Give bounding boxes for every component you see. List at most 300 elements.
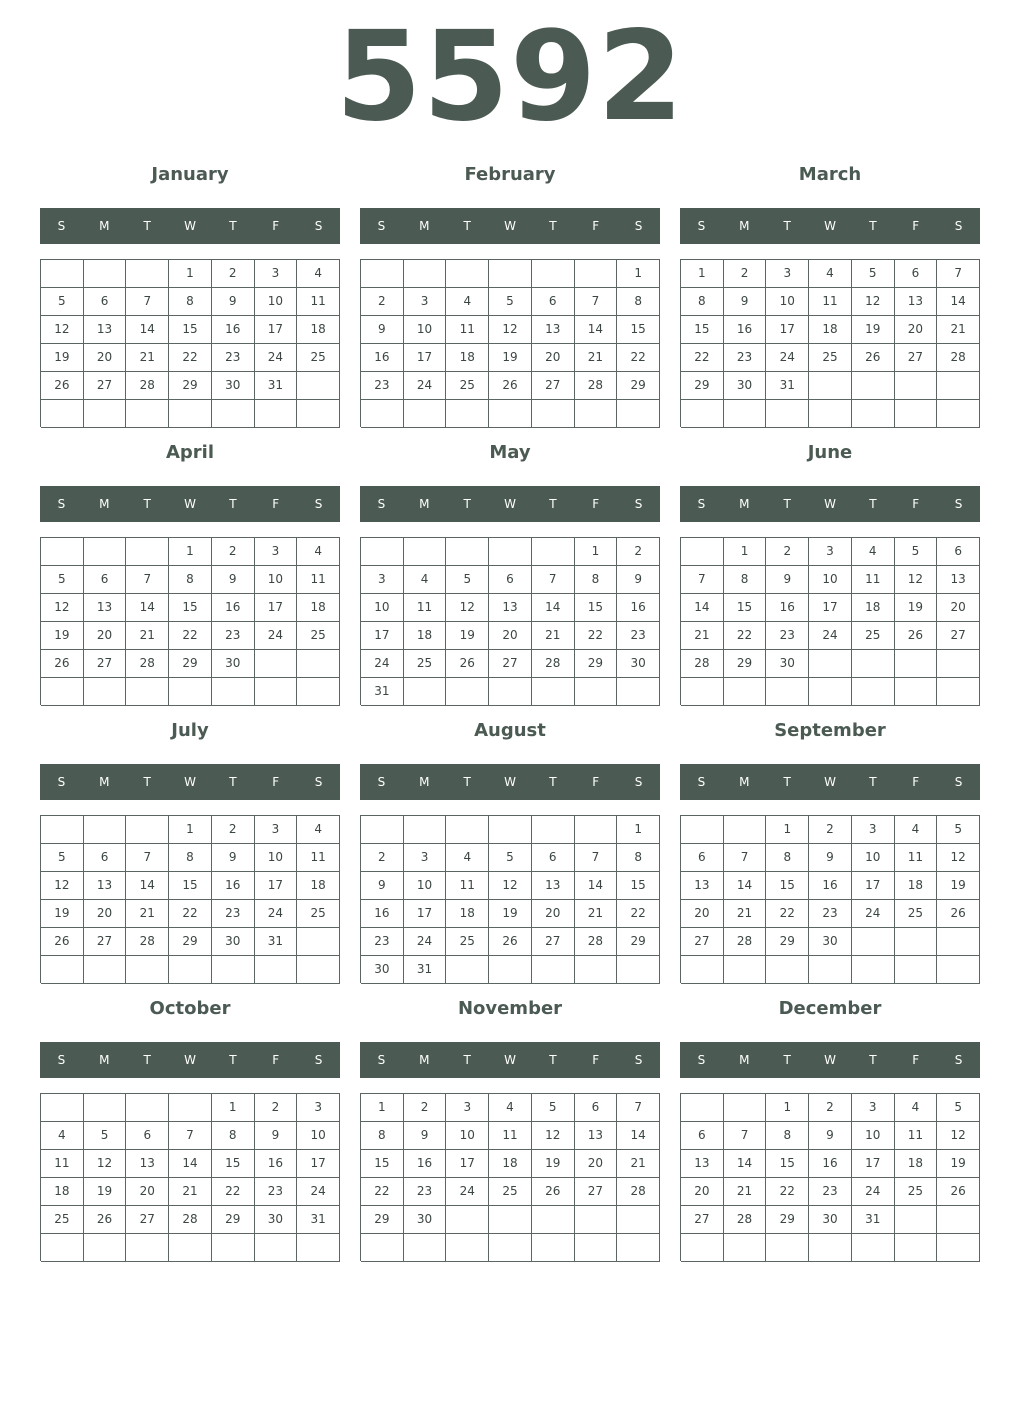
- day-cell: 29: [361, 1206, 404, 1234]
- empty-day-cell: [681, 678, 724, 706]
- day-cell: 14: [575, 316, 618, 344]
- day-cell: 8: [681, 288, 724, 316]
- day-cell: 11: [297, 844, 340, 872]
- empty-day-cell: [937, 928, 980, 956]
- empty-day-cell: [895, 928, 938, 956]
- day-cell: 17: [255, 316, 298, 344]
- day-cell: 30: [212, 650, 255, 678]
- day-cell: 25: [41, 1206, 84, 1234]
- weekday-label: S: [57, 219, 66, 233]
- empty-day-cell: [446, 956, 489, 984]
- day-cell: 1: [617, 816, 660, 844]
- day-cell: 10: [852, 844, 895, 872]
- weekday-label: S: [634, 497, 643, 511]
- empty-day-cell: [489, 678, 532, 706]
- weekday-label: S: [697, 497, 706, 511]
- day-cell: 5: [41, 844, 84, 872]
- day-cell: 21: [724, 1178, 767, 1206]
- day-grid: [680, 815, 980, 983]
- day-cell: 17: [404, 344, 447, 372]
- day-cell: 24: [297, 1178, 340, 1206]
- weekday-label: F: [592, 775, 600, 789]
- day-cell: 30: [404, 1206, 447, 1234]
- day-cell: 29: [724, 650, 767, 678]
- day-cell: 28: [724, 928, 767, 956]
- day-cell: 15: [575, 594, 618, 622]
- day-grid: [680, 259, 980, 427]
- day-cell: 12: [41, 872, 84, 900]
- day-cell: 22: [617, 900, 660, 928]
- weekday-label: M: [99, 1053, 110, 1067]
- weekday-header: [680, 764, 980, 800]
- day-cell: 26: [41, 928, 84, 956]
- weekday-label: S: [314, 1053, 323, 1067]
- day-cell: 13: [681, 872, 724, 900]
- day-cell: 28: [532, 650, 575, 678]
- day-cell: 13: [84, 872, 127, 900]
- weekday-label: S: [377, 775, 386, 789]
- day-grid: [360, 1093, 660, 1261]
- day-cell: 18: [809, 316, 852, 344]
- day-cell: 28: [126, 650, 169, 678]
- empty-day-cell: [575, 400, 618, 428]
- day-cell: 26: [41, 650, 84, 678]
- day-cell: 28: [617, 1178, 660, 1206]
- day-cell: 18: [489, 1150, 532, 1178]
- day-cell: 24: [255, 900, 298, 928]
- day-cell: 18: [297, 594, 340, 622]
- day-cell: 2: [361, 288, 404, 316]
- weekday-label: F: [592, 219, 600, 233]
- empty-day-cell: [84, 538, 127, 566]
- empty-day-cell: [446, 538, 489, 566]
- empty-day-cell: [575, 956, 618, 984]
- month-name: January: [151, 164, 229, 185]
- empty-day-cell: [84, 816, 127, 844]
- empty-day-cell: [809, 650, 852, 678]
- empty-day-cell: [446, 816, 489, 844]
- day-cell: 18: [446, 344, 489, 372]
- empty-day-cell: [937, 372, 980, 400]
- day-cell: 7: [532, 566, 575, 594]
- day-cell: 31: [255, 372, 298, 400]
- day-cell: 4: [297, 816, 340, 844]
- day-cell: 18: [41, 1178, 84, 1206]
- weekday-label: T: [869, 775, 877, 789]
- weekday-label: W: [184, 497, 196, 511]
- day-cell: 11: [404, 594, 447, 622]
- day-cell: 3: [404, 844, 447, 872]
- day-cell: 20: [532, 344, 575, 372]
- empty-day-cell: [297, 956, 340, 984]
- empty-day-cell: [809, 400, 852, 428]
- empty-day-cell: [617, 956, 660, 984]
- day-cell: 30: [766, 650, 809, 678]
- day-cell: 14: [937, 288, 980, 316]
- day-cell: 5: [489, 844, 532, 872]
- empty-day-cell: [255, 678, 298, 706]
- day-cell: 2: [766, 538, 809, 566]
- day-cell: 25: [809, 344, 852, 372]
- weekday-label: M: [419, 219, 430, 233]
- day-cell: 9: [361, 872, 404, 900]
- day-cell: 14: [126, 316, 169, 344]
- day-cell: 30: [212, 928, 255, 956]
- empty-day-cell: [446, 260, 489, 288]
- day-cell: 21: [617, 1150, 660, 1178]
- weekday-label: T: [549, 219, 557, 233]
- day-cell: 16: [255, 1150, 298, 1178]
- weekday-header: [40, 208, 340, 244]
- day-cell: 24: [255, 344, 298, 372]
- day-cell: 2: [212, 538, 255, 566]
- day-cell: 14: [532, 594, 575, 622]
- day-cell: 29: [681, 372, 724, 400]
- day-cell: 6: [681, 844, 724, 872]
- day-cell: 7: [681, 566, 724, 594]
- weekday-label: F: [912, 775, 920, 789]
- day-cell: 16: [809, 872, 852, 900]
- empty-day-cell: [724, 956, 767, 984]
- day-cell: 3: [297, 1094, 340, 1122]
- weekday-label: S: [954, 497, 963, 511]
- empty-day-cell: [361, 400, 404, 428]
- day-cell: 11: [809, 288, 852, 316]
- day-cell: 26: [489, 372, 532, 400]
- day-cell: 2: [724, 260, 767, 288]
- day-cell: 13: [681, 1150, 724, 1178]
- day-cell: 20: [895, 316, 938, 344]
- day-cell: 12: [937, 844, 980, 872]
- weekday-label: T: [463, 1053, 471, 1067]
- weekday-header: [360, 764, 660, 800]
- empty-day-cell: [126, 260, 169, 288]
- day-cell: 21: [126, 900, 169, 928]
- day-cell: 14: [169, 1150, 212, 1178]
- weekday-label: S: [954, 775, 963, 789]
- weekday-header: [680, 486, 980, 522]
- day-cell: 17: [404, 900, 447, 928]
- day-cell: 22: [169, 344, 212, 372]
- day-cell: 21: [532, 622, 575, 650]
- empty-day-cell: [532, 956, 575, 984]
- day-cell: 18: [895, 1150, 938, 1178]
- day-grid: [40, 815, 340, 983]
- day-grid: [40, 537, 340, 705]
- day-cell: 26: [852, 344, 895, 372]
- day-cell: 13: [84, 594, 127, 622]
- day-cell: 7: [169, 1122, 212, 1150]
- day-cell: 5: [41, 566, 84, 594]
- day-cell: 10: [255, 288, 298, 316]
- empty-day-cell: [724, 816, 767, 844]
- day-cell: 11: [852, 566, 895, 594]
- day-cell: 8: [169, 566, 212, 594]
- day-cell: 20: [126, 1178, 169, 1206]
- day-cell: 20: [937, 594, 980, 622]
- empty-day-cell: [575, 678, 618, 706]
- weekday-label: T: [143, 497, 151, 511]
- day-cell: 12: [41, 594, 84, 622]
- day-cell: 30: [809, 1206, 852, 1234]
- day-cell: 23: [404, 1178, 447, 1206]
- day-cell: 6: [84, 566, 127, 594]
- weekday-header: [360, 486, 660, 522]
- empty-day-cell: [937, 1206, 980, 1234]
- empty-day-cell: [575, 1206, 618, 1234]
- day-cell: 19: [84, 1178, 127, 1206]
- day-cell: 8: [212, 1122, 255, 1150]
- day-cell: 7: [126, 844, 169, 872]
- empty-day-cell: [255, 650, 298, 678]
- day-cell: 23: [361, 372, 404, 400]
- day-cell: 17: [255, 594, 298, 622]
- day-cell: 19: [895, 594, 938, 622]
- weekday-label: S: [314, 497, 323, 511]
- empty-day-cell: [41, 1234, 84, 1262]
- weekday-label: W: [824, 775, 836, 789]
- day-cell: 26: [937, 900, 980, 928]
- day-cell: 17: [809, 594, 852, 622]
- day-cell: 10: [361, 594, 404, 622]
- empty-day-cell: [681, 1094, 724, 1122]
- empty-day-cell: [297, 928, 340, 956]
- empty-day-cell: [681, 956, 724, 984]
- empty-day-cell: [724, 400, 767, 428]
- day-cell: 17: [852, 872, 895, 900]
- day-cell: 19: [852, 316, 895, 344]
- day-grid: [680, 537, 980, 705]
- weekday-label: T: [463, 219, 471, 233]
- day-cell: 7: [575, 844, 618, 872]
- empty-day-cell: [297, 1234, 340, 1262]
- empty-day-cell: [169, 956, 212, 984]
- empty-day-cell: [41, 816, 84, 844]
- empty-day-cell: [212, 400, 255, 428]
- day-cell: 9: [212, 566, 255, 594]
- day-cell: 15: [681, 316, 724, 344]
- day-cell: 9: [212, 288, 255, 316]
- day-cell: 14: [617, 1122, 660, 1150]
- month-name: March: [798, 164, 862, 185]
- day-cell: 1: [766, 816, 809, 844]
- day-grid: [40, 1093, 340, 1261]
- day-cell: 16: [724, 316, 767, 344]
- day-cell: 2: [255, 1094, 298, 1122]
- day-cell: 1: [169, 538, 212, 566]
- empty-day-cell: [895, 650, 938, 678]
- empty-day-cell: [297, 372, 340, 400]
- day-cell: 22: [212, 1178, 255, 1206]
- day-cell: 11: [297, 566, 340, 594]
- day-cell: 3: [446, 1094, 489, 1122]
- empty-day-cell: [169, 400, 212, 428]
- day-cell: 22: [681, 344, 724, 372]
- day-cell: 13: [937, 566, 980, 594]
- day-cell: 10: [809, 566, 852, 594]
- empty-day-cell: [404, 678, 447, 706]
- day-cell: 9: [809, 844, 852, 872]
- day-cell: 13: [575, 1122, 618, 1150]
- weekday-label: T: [783, 497, 791, 511]
- day-cell: 31: [766, 372, 809, 400]
- empty-day-cell: [126, 400, 169, 428]
- empty-day-cell: [852, 372, 895, 400]
- day-cell: 22: [617, 344, 660, 372]
- empty-day-cell: [681, 538, 724, 566]
- empty-day-cell: [532, 1206, 575, 1234]
- day-cell: 26: [895, 622, 938, 650]
- day-cell: 1: [681, 260, 724, 288]
- day-cell: 22: [766, 900, 809, 928]
- empty-day-cell: [766, 400, 809, 428]
- day-grid: [40, 259, 340, 427]
- day-cell: 28: [126, 928, 169, 956]
- day-cell: 5: [895, 538, 938, 566]
- day-cell: 31: [361, 678, 404, 706]
- day-cell: 8: [724, 566, 767, 594]
- day-cell: 22: [575, 622, 618, 650]
- day-cell: 15: [617, 872, 660, 900]
- weekday-label: S: [954, 1053, 963, 1067]
- empty-day-cell: [852, 1234, 895, 1262]
- day-cell: 12: [489, 872, 532, 900]
- day-cell: 16: [766, 594, 809, 622]
- day-cell: 22: [169, 622, 212, 650]
- weekday-label: F: [272, 1053, 280, 1067]
- empty-day-cell: [895, 1234, 938, 1262]
- weekday-label: W: [184, 1053, 196, 1067]
- empty-day-cell: [766, 1234, 809, 1262]
- day-cell: 1: [724, 538, 767, 566]
- weekday-label: M: [99, 219, 110, 233]
- day-cell: 3: [361, 566, 404, 594]
- empty-day-cell: [41, 538, 84, 566]
- day-cell: 15: [169, 316, 212, 344]
- day-cell: 28: [575, 372, 618, 400]
- weekday-label: S: [57, 497, 66, 511]
- day-cell: 11: [446, 316, 489, 344]
- day-cell: 4: [489, 1094, 532, 1122]
- empty-day-cell: [212, 1234, 255, 1262]
- day-cell: 29: [575, 650, 618, 678]
- day-cell: 27: [84, 372, 127, 400]
- empty-day-cell: [489, 1234, 532, 1262]
- weekday-label: M: [739, 1053, 750, 1067]
- empty-day-cell: [895, 1206, 938, 1234]
- day-cell: 29: [169, 650, 212, 678]
- day-cell: 6: [681, 1122, 724, 1150]
- weekday-header: [360, 208, 660, 244]
- day-cell: 28: [169, 1206, 212, 1234]
- empty-day-cell: [809, 678, 852, 706]
- day-cell: 10: [255, 844, 298, 872]
- weekday-header: [40, 764, 340, 800]
- day-cell: 23: [617, 622, 660, 650]
- weekday-label: S: [634, 1053, 643, 1067]
- day-cell: 9: [404, 1122, 447, 1150]
- weekday-label: W: [824, 1053, 836, 1067]
- day-cell: 20: [84, 622, 127, 650]
- day-cell: 24: [255, 622, 298, 650]
- day-cell: 19: [41, 622, 84, 650]
- day-cell: 6: [532, 288, 575, 316]
- day-cell: 20: [681, 1178, 724, 1206]
- weekday-label: T: [229, 1053, 237, 1067]
- day-cell: 13: [489, 594, 532, 622]
- month-name: February: [464, 164, 556, 185]
- day-cell: 18: [446, 900, 489, 928]
- weekday-label: F: [592, 1053, 600, 1067]
- day-cell: 2: [361, 844, 404, 872]
- weekday-label: T: [869, 219, 877, 233]
- empty-day-cell: [404, 400, 447, 428]
- month-name: July: [171, 720, 209, 741]
- day-cell: 14: [724, 1150, 767, 1178]
- empty-day-cell: [446, 1234, 489, 1262]
- day-cell: 29: [617, 372, 660, 400]
- day-cell: 10: [446, 1122, 489, 1150]
- weekday-label: W: [184, 219, 196, 233]
- day-cell: 8: [575, 566, 618, 594]
- day-cell: 24: [852, 1178, 895, 1206]
- empty-day-cell: [361, 816, 404, 844]
- empty-day-cell: [575, 1234, 618, 1262]
- day-cell: 19: [41, 900, 84, 928]
- day-cell: 10: [404, 316, 447, 344]
- day-cell: 3: [766, 260, 809, 288]
- day-cell: 28: [937, 344, 980, 372]
- day-grid: [680, 1093, 980, 1261]
- day-cell: 19: [937, 872, 980, 900]
- day-cell: 15: [766, 1150, 809, 1178]
- empty-day-cell: [404, 260, 447, 288]
- day-cell: 13: [532, 316, 575, 344]
- empty-day-cell: [255, 1234, 298, 1262]
- day-cell: 9: [255, 1122, 298, 1150]
- day-cell: 22: [361, 1178, 404, 1206]
- day-cell: 4: [895, 816, 938, 844]
- day-cell: 4: [41, 1122, 84, 1150]
- empty-day-cell: [41, 1094, 84, 1122]
- day-cell: 17: [852, 1150, 895, 1178]
- day-cell: 15: [169, 872, 212, 900]
- empty-day-cell: [575, 260, 618, 288]
- day-cell: 5: [937, 1094, 980, 1122]
- day-cell: 9: [766, 566, 809, 594]
- day-cell: 16: [361, 900, 404, 928]
- day-cell: 10: [255, 566, 298, 594]
- day-cell: 24: [404, 928, 447, 956]
- day-cell: 4: [297, 260, 340, 288]
- weekday-label: W: [504, 497, 516, 511]
- day-cell: 12: [446, 594, 489, 622]
- day-cell: 30: [361, 956, 404, 984]
- weekday-label: T: [463, 497, 471, 511]
- empty-day-cell: [937, 678, 980, 706]
- empty-day-cell: [297, 678, 340, 706]
- day-grid: [360, 537, 660, 705]
- day-cell: 23: [809, 1178, 852, 1206]
- weekday-label: M: [739, 775, 750, 789]
- day-cell: 21: [724, 900, 767, 928]
- day-cell: 19: [41, 344, 84, 372]
- weekday-label: T: [783, 1053, 791, 1067]
- weekday-label: T: [229, 219, 237, 233]
- day-cell: 25: [446, 372, 489, 400]
- weekday-label: M: [739, 219, 750, 233]
- day-cell: 12: [41, 316, 84, 344]
